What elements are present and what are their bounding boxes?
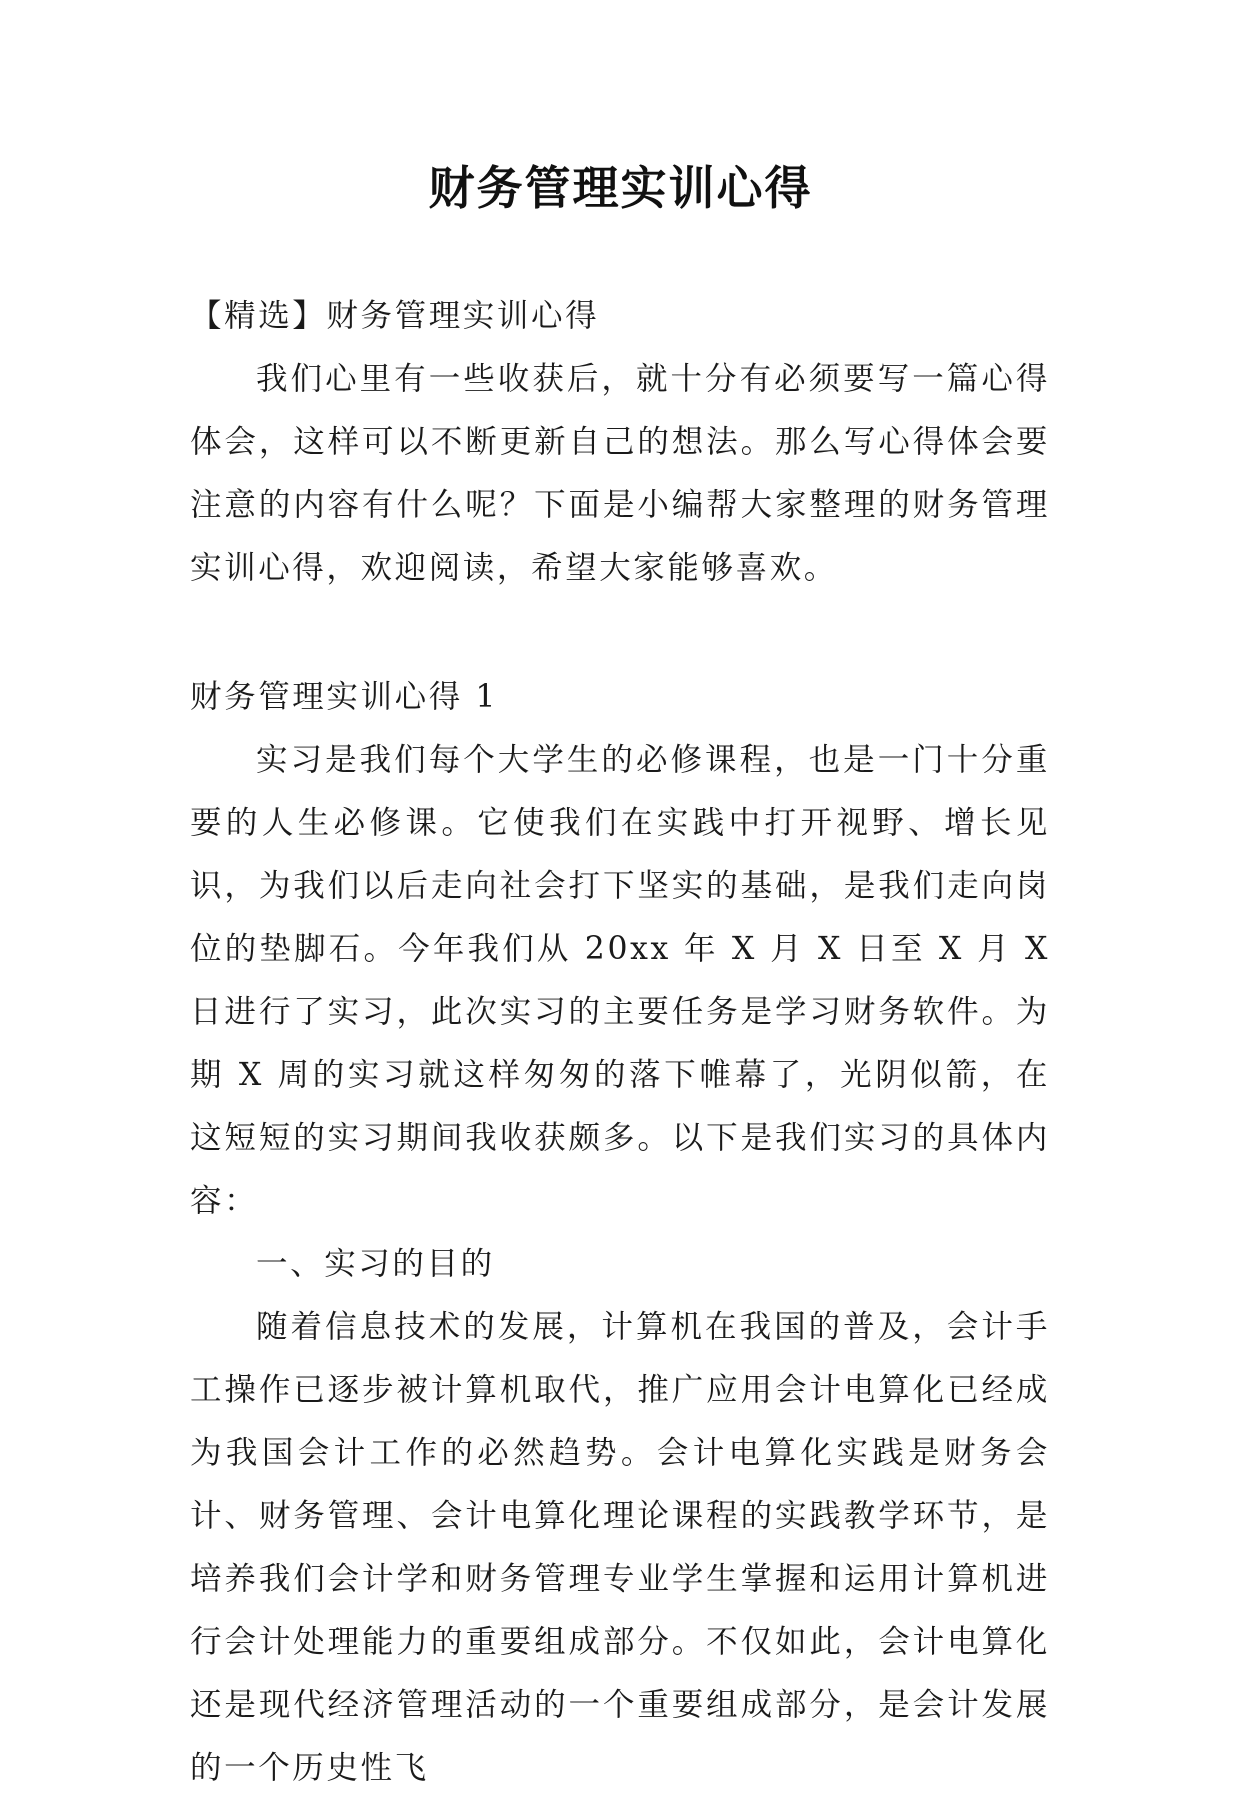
document-title: 财务管理实训心得 [428, 161, 813, 215]
section-heading: 财务管理实训心得 1 [190, 679, 499, 715]
document-body [190, 285, 1050, 1800]
intro-paragraph: 我们心里有一些收获后，就十分有必须要写一篇心得体会，这样可以不断更新自己的想法。那么写心得体会要注意的内容有什么呢？下面是小编帮大家整理的财务管理实训心得，欢迎阅读，希望大家能够喜欢。 [190, 361, 1050, 586]
subsection-heading: 一、实习的目的 [256, 1246, 495, 1282]
subtitle-line: 【精选】财务管理实训心得 [190, 298, 600, 334]
body-paragraph: 实习是我们每个大学生的必修课程，也是一门十分重要的人生必修课。它使我们在实践中打开视野、增长见识，为我们以后走向社会打下坚实的基础，是我们走向岗位的垫脚石。今年我们从 20xx 年 X 月 X 日至 X 月 X 日进行了实习，此次实习的主要任务是学习财务软件。为期 X 周的实习就这样匆匆的落下帷幕了，光阴似箭，在这短短的实习期间我收获颇多。以下是我们实习的具体内容： [190, 742, 1050, 1219]
body-paragraph: 随着信息技术的发展，计算机在我国的普及，会计手工操作已逐步被计算机取代，推广应用会计电算化已经成为我国会计工作的必然趋势。会计电算化实践是财务会计、财务管理、会计电算化理论课程的实践教学环节，是培养我们会计学和财务管理专业学生掌握和运用计算机进行会计处理能力的重要组成部分。不仅如此，会计电算化还是现代经济管理活动的一个重要组成部分，是会计发展的一个历史性飞 [190, 1309, 1050, 1786]
